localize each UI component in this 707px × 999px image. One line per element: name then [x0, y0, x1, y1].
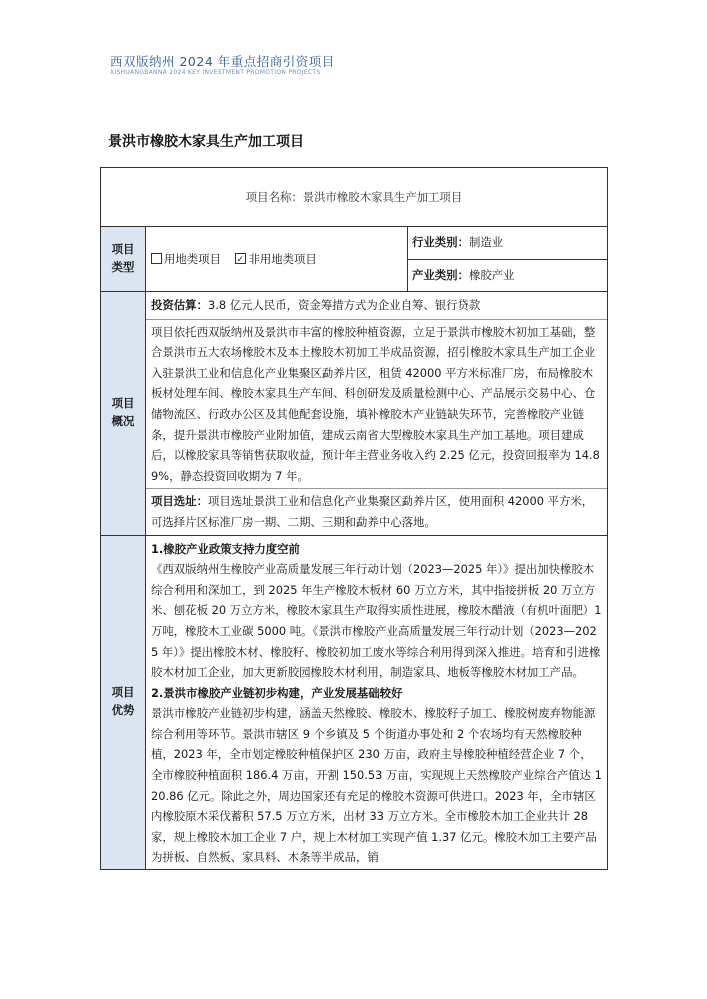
- investment-line: [151, 295, 602, 316]
- type-label: [101, 227, 146, 292]
- industry-value: 制造业: [468, 235, 504, 250]
- land-option-label: 用地类项目: [164, 251, 221, 266]
- project-table: [100, 167, 608, 870]
- document-title: 景洪市橡胶木家具生产加工项目: [108, 134, 304, 150]
- nonland-checkbox[interactable]: [235, 253, 246, 264]
- site-label: 项目选址：: [151, 494, 208, 509]
- overview-label-text: 项目概况: [111, 396, 135, 429]
- header-title: 西双版纳州 2024 年重点招商引资项目: [110, 54, 335, 69]
- header-subtitle: XISHUANGBANNA 2024 KEY INVESTMENT PROMOTION PROJECTS: [110, 69, 321, 76]
- advantage-heading-2: 2.景洪市橡胶产业链初步构建，产业发展基础较好: [151, 685, 403, 700]
- investment-label: 投资估算：: [151, 298, 208, 312]
- advantage-row: [101, 535, 608, 870]
- advantage-label: [101, 535, 146, 870]
- overview-row: [101, 292, 608, 536]
- site-line: [146, 488, 607, 532]
- sector-cell: [408, 259, 608, 292]
- advantage-paragraph-1: 《西双版纳州生橡胶产业高质量发展三年行动计划（2023—2025 年）》提出加快橡胶木综合利用和深加工，到 2025 年生产橡胶木板材 60 万立方米，其中指接拼板 20 万立方米、刨花板 20 万立方米，橡胶木家具生产取得实质性进展，橡胶木醋液（有机叶面肥）1 万吨，橡胶木工业碳 5000 吨。《景洪市橡胶产业高质量发展三年行动计划（2023—2025 年）》提出橡胶木材、橡胶籽、橡胶初加工废水等综合利用得到深入推进。培育和引进橡胶木材加工企业，加大更新胶园橡胶木材利用，制造家具、地板等橡胶木材加工产品。: [151, 562, 602, 680]
- sector-label: 产业类别：: [412, 267, 469, 282]
- type-row-1: [101, 227, 608, 260]
- site-text: 项目选址景洪工业和信息化产业集聚区勐养片区，使用面积 42000 平方米，可选择片区标准厂房一期、二期、三期和勐养中心落地。: [151, 494, 594, 529]
- industry-label: 行业类别：: [412, 235, 469, 250]
- type-label-text: 项目类型: [111, 242, 135, 275]
- advantage-heading-1: 1.橡胶产业政策支持力度空前: [151, 541, 300, 556]
- industry-cell: [408, 227, 608, 260]
- advantage-paragraph-2: 景洪市橡胶产业链初步构建，涵盖天然橡胶、橡胶木、橡胶籽子加工、橡胶树废弃物能源综合利用等环节。景洪市辖区 9 个乡镇及 5 个街道办事处和 2 个农场均有天然橡胶种植，2023 年，全市划定橡胶种植保护区 230 万亩，政府主导橡胶种植经营企业 7 个，全市橡胶种植面积 186.4 万亩，开割 150.53 万亩，实现规上天然橡胶产业综合产值达 120.86 亿元。除此之外，周边国家还有充足的橡胶木资源可供进口。2023 年，全市辖区内橡胶原木采伐蓄积 57.5 万立方米，出材 33 万立方米。全市橡胶木加工企业共计 28 家，规上橡胶木加工企业 7 户，规上木材加工实现产值 1.37 亿元。橡胶木加工主要产品为拼板、自然板、家具料、木条等半成品，销: [151, 706, 602, 865]
- type-options: [146, 227, 408, 292]
- sector-value: 橡胶产业: [468, 267, 515, 282]
- project-name-row: [101, 168, 608, 227]
- project-name: 项目名称：景洪市橡胶木家具生产加工项目: [245, 189, 463, 204]
- advantage-label-text: 项目优势: [111, 685, 135, 718]
- investment-text: 3.8 亿元人民币，资金筹措方式为企业自筹、银行贷款: [207, 298, 481, 312]
- overview-content: [146, 292, 608, 536]
- overview-body: 项目依托西双版纳州及景洪市丰富的橡胶种植资源，立足于景洪市橡胶木初加工基础，整合景洪市五大农场橡胶木及本土橡胶木初加工半成品资源，招引橡胶木家具生产加工企业入驻景洪工业和信息化产业集聚区勐养片区，租赁 42000 平方米标准厂房，布局橡胶木板材处理车间、橡胶木家具生产车间、科创研发及质量检测中心、产品展示交易中心、仓储物流区、行政办公区及其他配套设施，填补橡胶木产业链缺失环节，完善橡胶产业链条，提升景洪市橡胶产业附加值，建成云南省大型橡胶木家具生产加工基地。项目建成后，以橡胶家具等销售获取收益，预计年主营业务收入约 2.25 亿元，投资回报率为 14.89%，静态投资回收期为 7 年。: [146, 319, 607, 489]
- overview-label: [101, 292, 146, 536]
- nonland-option-label: 非用地类项目: [248, 251, 317, 266]
- land-checkbox[interactable]: [151, 253, 162, 264]
- advantage-content: [146, 535, 608, 870]
- project-name-cell: [101, 168, 608, 227]
